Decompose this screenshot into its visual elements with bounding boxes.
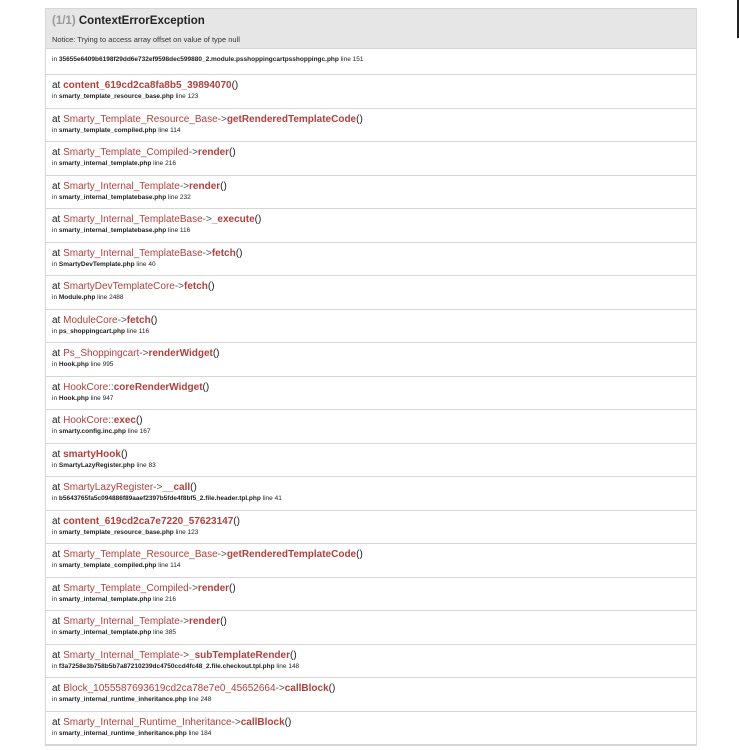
frame-operator: -> [153, 482, 163, 493]
frame-parens: () [235, 247, 243, 259]
frame-line: line 216 [153, 595, 176, 603]
frame-class: Smarty_Internal_Template [63, 616, 180, 627]
frame-location [52, 461, 696, 470]
frame-class: Smarty_Internal_TemplateBase [63, 247, 203, 259]
frame-call [52, 449, 696, 461]
frame-line: line 947 [90, 394, 114, 402]
frame-file: smarty_internal_runtime_inheritance.php [58, 696, 187, 703]
frame-class: Smarty_Template_Resource_Base [63, 113, 218, 125]
frame-operator: -> [117, 314, 127, 326]
frame-location [52, 293, 696, 302]
frame-in-label: in [52, 495, 58, 502]
frame-location [52, 360, 696, 369]
frame-line: line 123 [175, 93, 199, 100]
frame-call [52, 583, 696, 595]
frame-parens: () [150, 314, 158, 326]
frame-parens: () [254, 214, 262, 225]
trace-frame [46, 243, 696, 277]
frame-parens: () [229, 147, 236, 158]
frame-line: line 385 [153, 629, 176, 636]
frame-operator: :: [108, 415, 114, 426]
frame-location [52, 260, 696, 269]
frame-at: at [52, 515, 61, 527]
frame-location [52, 528, 696, 537]
frame-operator: -> [202, 247, 212, 259]
frame-function: _subTemplateRender [189, 649, 290, 661]
frame-at: at [52, 180, 61, 192]
frame-line: line 248 [188, 696, 212, 703]
frame-function: render [197, 582, 230, 594]
trace-frame [46, 377, 696, 411]
frame-class: Smarty_Template_Resource_Base [63, 549, 218, 560]
trace-frame [46, 712, 696, 746]
frame-operator: -> [179, 180, 190, 192]
frame-call [52, 382, 696, 394]
frame-call [52, 348, 696, 360]
frame-line: line 148 [276, 662, 300, 670]
frame-operator: -> [174, 281, 185, 292]
frame-parens: () [356, 549, 363, 560]
frame-function: fetch [126, 314, 151, 326]
frame-parens: () [229, 582, 236, 594]
exception-count: (1/1) [52, 15, 76, 27]
frame-file: SmartyDevTemplate.php [58, 260, 135, 268]
frame-file: Hook.php [58, 394, 89, 402]
frame-location [52, 92, 696, 101]
frame-line: line 116 [126, 327, 150, 335]
trace-frame [46, 477, 696, 511]
frame-in-label: in [52, 193, 58, 201]
frame-in-label: in [52, 562, 58, 569]
frame-file: smarty_internal_template.php [58, 595, 152, 603]
frame-in-label: in [52, 294, 58, 301]
frame-operator: -> [179, 649, 190, 661]
frame-line: line 232 [167, 193, 191, 201]
frame-function: fetch [184, 281, 208, 292]
frame-class: Smarty_Template_Compiled [63, 582, 189, 594]
trace-frame [46, 511, 696, 545]
frame-line: line 995 [90, 361, 114, 368]
frame-at: at [52, 247, 61, 259]
frame-parens: () [190, 482, 197, 493]
frame-file: b5643765fa5c094886f89aaef2397b5fde4f8bf5_2.file.header.tpl.php [58, 495, 261, 502]
frame-at: at [52, 549, 61, 560]
frame-function: renderWidget [148, 348, 213, 359]
frame-call [52, 650, 696, 662]
frame-location [52, 662, 696, 671]
frame-in-label: in [52, 528, 58, 536]
trace-frame [46, 578, 696, 612]
frame-line: line 114 [158, 562, 181, 569]
frame-file: Hook.php [58, 361, 89, 368]
frame-in-label: in [52, 696, 58, 703]
frame-line: line 123 [175, 528, 199, 536]
exception-notice: Notice: Trying to access array offset on value of type null [52, 35, 240, 44]
frame-class: ModuleCore [63, 314, 118, 326]
frame-operator: -> [217, 549, 227, 560]
frame-at: at [52, 314, 61, 326]
frame-line: line 2488 [97, 294, 124, 301]
frame-operator: -> [139, 348, 149, 359]
frame-parens: () [207, 281, 215, 292]
frame-in-label: in [52, 260, 58, 268]
frame-location [52, 193, 696, 202]
frame-at: at [52, 716, 61, 728]
frame-at: at [52, 348, 61, 359]
frame-call [52, 549, 696, 561]
frame-location [52, 226, 696, 235]
frame-operator: -> [231, 716, 241, 728]
frame-parens: () [212, 348, 220, 359]
trace-frame [46, 544, 696, 578]
frame-line: line 41 [262, 495, 282, 502]
frame-line: line 184 [188, 729, 212, 737]
frame-function: __call [162, 482, 191, 493]
frame-function: getRenderedTemplateCode [226, 113, 357, 125]
frame-call [52, 80, 696, 92]
exception-panel [45, 8, 697, 746]
frame-file: Module.php [58, 294, 96, 301]
frame-call [52, 717, 696, 729]
frame-file: SmartyLazyRegister.php [58, 461, 135, 469]
frame-in-label: in [52, 361, 58, 368]
frame-location [52, 427, 696, 436]
frame-in-label: in [52, 595, 58, 603]
frame-file: smarty_internal_template.php [58, 160, 152, 167]
frame-class: Smarty_Internal_Template [63, 180, 180, 192]
trace-frame [46, 444, 696, 478]
frame-file: smarty_template_resource_base.php [58, 528, 174, 536]
frame-in-label: in [52, 629, 58, 636]
frame-operator: -> [188, 147, 198, 158]
frame-location [52, 394, 696, 403]
trace-frame [46, 109, 696, 143]
origin-file: 35655e6409b6198f29dd6e732ef9598dec599880_2.module.psshoppingcartpsshoppingc.php [58, 56, 339, 63]
frame-at: at [52, 281, 61, 292]
trace-frame [46, 678, 696, 712]
frame-at: at [52, 214, 61, 225]
frame-in-label: in [52, 327, 58, 335]
frame-location [52, 561, 696, 570]
trace-frames [46, 75, 696, 745]
frame-call [52, 248, 696, 260]
frame-class: HookCore [63, 381, 109, 393]
frame-at: at [52, 616, 61, 627]
trace-frame [46, 645, 696, 679]
frame-class: Smarty_Internal_Template [63, 649, 180, 661]
frame-file: smarty_template_resource_base.php [58, 93, 174, 100]
frame-function: content_619cd2ca8fa8b5_39894070 [63, 80, 232, 91]
trace-frame [46, 611, 696, 645]
frame-function: smartyHook [63, 448, 121, 460]
frame-class: Smarty_Template_Compiled [63, 147, 189, 158]
trace-origin-row [46, 49, 696, 75]
origin-line: line 151 [340, 56, 364, 63]
frame-in-label: in [52, 126, 58, 134]
frame-parens: () [356, 113, 363, 125]
frame-file: smarty.config.inc.php [58, 428, 126, 435]
frame-at: at [52, 80, 61, 91]
frame-parens: () [202, 381, 210, 393]
frame-function: callBlock [284, 683, 329, 694]
exception-header [46, 9, 696, 49]
frame-class: Smarty_Internal_TemplateBase [63, 214, 203, 225]
frame-location [52, 494, 696, 503]
frame-at: at [52, 649, 61, 661]
frame-at: at [52, 113, 61, 125]
frame-file: f3a7258e3b758b5b7a87210239dc4750ccd4fc48_2.file.checkout.tpl.php [58, 662, 275, 670]
frame-parens: () [120, 448, 128, 460]
frame-function: render [189, 616, 221, 627]
frame-function: render [197, 147, 230, 158]
frame-in-label: in [52, 428, 58, 435]
frame-parens: () [220, 616, 227, 627]
trace-frame [46, 310, 696, 344]
frame-call [52, 281, 696, 293]
frame-in-label: in [52, 227, 58, 234]
frame-call [52, 683, 696, 695]
frame-location [52, 628, 696, 637]
frame-function: _execute [211, 214, 255, 225]
frame-class: Block_1055587693619cd2ca78e7e0_45652664 [63, 683, 276, 694]
frame-call [52, 415, 696, 427]
frame-class: HookCore [63, 415, 109, 426]
frame-function: coreRenderWidget [113, 381, 203, 393]
frame-call [52, 516, 696, 528]
trace-frame [46, 75, 696, 109]
frame-parens: () [233, 515, 240, 527]
frame-in-label: in [52, 93, 58, 100]
frame-call [52, 616, 696, 628]
frame-line: line 40 [136, 260, 156, 268]
frame-function: content_619cd2ca7e7220_57623147 [63, 515, 234, 527]
trace-frame [46, 209, 696, 243]
frame-location [52, 327, 696, 336]
frame-operator: :: [108, 381, 114, 393]
exception-name: ContextErrorException [78, 15, 205, 27]
frame-function: getRenderedTemplateCode [226, 549, 357, 560]
frame-function: fetch [211, 247, 236, 259]
frame-line: line 167 [127, 428, 151, 435]
frame-operator: -> [202, 214, 212, 225]
frame-at: at [52, 147, 61, 158]
frame-location [52, 126, 696, 135]
trace-frame [46, 343, 696, 377]
frame-file: ps_shoppingcart.php [58, 327, 125, 335]
trace-frame [46, 410, 696, 444]
frame-location [52, 595, 696, 604]
frame-at: at [52, 415, 61, 426]
origin-prefix: in [52, 56, 58, 63]
frame-class: Smarty_Internal_Runtime_Inheritance [63, 716, 232, 728]
frame-file: smarty_template_compiled.php [58, 562, 157, 569]
frame-class: Ps_Shoppingcart [63, 348, 140, 359]
trace-frame [46, 176, 696, 210]
frame-location [52, 729, 696, 738]
frame-file: smarty_internal_templatebase.php [58, 227, 167, 234]
frame-location [52, 695, 696, 704]
frame-operator: -> [179, 616, 190, 627]
frame-function: render [189, 180, 221, 192]
frame-at: at [52, 448, 61, 460]
frame-function: exec [113, 415, 136, 426]
frame-at: at [52, 381, 61, 393]
frame-parens: () [231, 80, 239, 91]
exception-title [52, 15, 696, 28]
frame-in-label: in [52, 729, 58, 737]
frame-call [52, 147, 696, 159]
frame-in-label: in [52, 662, 58, 670]
frame-operator: -> [217, 113, 227, 125]
frame-call [52, 214, 696, 226]
frame-call [52, 315, 696, 327]
frame-class: SmartyDevTemplateCore [63, 281, 175, 292]
frame-call [52, 482, 696, 494]
frame-parens: () [284, 716, 292, 728]
frame-at: at [52, 683, 61, 694]
frame-line: line 216 [153, 160, 176, 167]
frame-operator: -> [275, 683, 285, 694]
frame-line: line 114 [158, 126, 181, 134]
frame-in-label: in [52, 461, 58, 469]
frame-operator: -> [188, 582, 198, 594]
frame-class: SmartyLazyRegister [63, 482, 154, 493]
frame-file: smarty_internal_runtime_inheritance.php [58, 729, 187, 737]
frame-function: callBlock [240, 716, 285, 728]
frame-parens: () [220, 180, 227, 192]
frame-line: line 116 [167, 227, 191, 234]
frame-call [52, 114, 696, 126]
trace-frame [46, 276, 696, 310]
frame-at: at [52, 482, 61, 493]
trace-frame [46, 142, 696, 176]
frame-file: smarty_template_compiled.php [58, 126, 157, 134]
frame-in-label: in [52, 394, 58, 402]
frame-parens: () [328, 683, 336, 694]
frame-at: at [52, 582, 61, 594]
frame-file: smarty_internal_templatebase.php [58, 193, 167, 201]
frame-call [52, 181, 696, 193]
frame-parens: () [135, 415, 143, 426]
frame-location [52, 159, 696, 168]
frame-parens: () [289, 649, 297, 661]
frame-file: smarty_internal_template.php [58, 629, 152, 636]
frame-in-label: in [52, 160, 58, 167]
frame-line: line 83 [136, 461, 156, 469]
